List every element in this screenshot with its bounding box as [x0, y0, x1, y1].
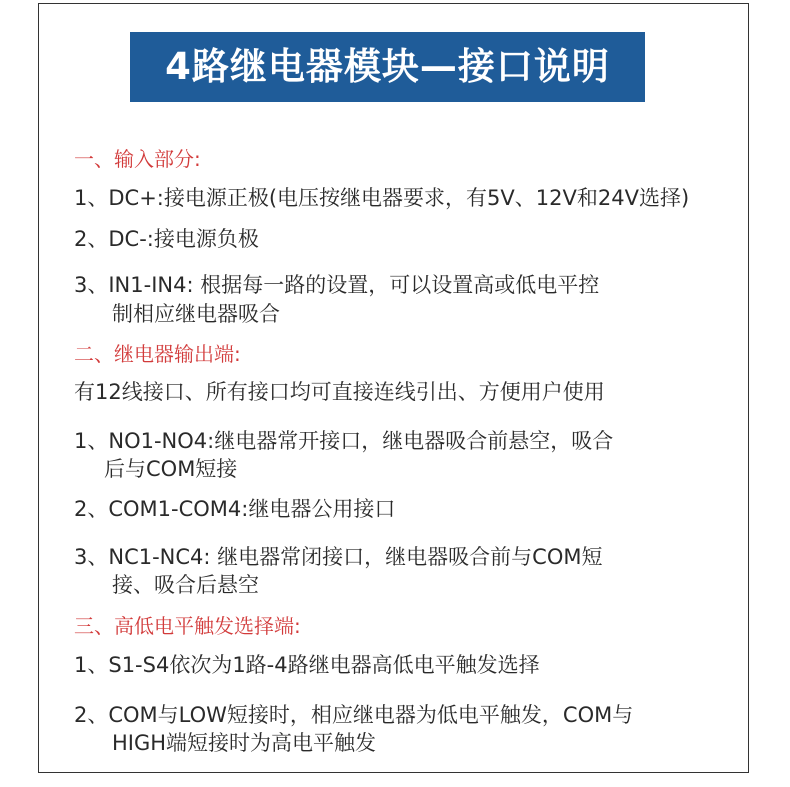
section-2-line-1: 有12线接口、所有接口均可直接连线引出、方便用户使用: [74, 380, 605, 404]
section-2-line-2-cont: 后与COM短接: [104, 457, 238, 481]
section-3-line-1: 1、S1-S4依次为1路-4路继电器高低电平触发选择: [74, 653, 540, 677]
title-banner: 4路继电器模块—接口说明: [130, 32, 645, 102]
section-1-line-3: 3、IN1-IN4: 根据每一路的设置，可以设置高或低电平控: [74, 273, 600, 297]
section-2-heading: 二、继电器输出端:: [74, 342, 241, 366]
section-2-line-3: 2、COM1-COM4:继电器公用接口: [74, 497, 396, 521]
section-2-line-4-cont: 接、吸合后悬空: [112, 573, 259, 597]
section-3-heading: 三、高低电平触发选择端:: [74, 614, 301, 638]
section-1-heading: 一、输入部分:: [74, 147, 201, 171]
section-2-line-4: 3、NC1-NC4: 继电器常闭接口，继电器吸合前与COM短: [74, 545, 603, 569]
section-2-line-2: 1、NO1-NO4:继电器常开接口，继电器吸合前悬空，吸合: [74, 429, 614, 453]
section-1-line-2: 2、DC-:接电源负极: [74, 227, 259, 251]
section-1-line-3-cont: 制相应继电器吸合: [112, 302, 280, 326]
section-3-line-2: 2、COM与LOW短接时，相应继电器为低电平触发，COM与: [74, 703, 634, 727]
section-3-line-2-cont: HIGH端短接时为高电平触发: [112, 731, 377, 755]
section-1-line-1: 1、DC+:接电源正极(电压按继电器要求，有5V、12V和24V选择): [74, 186, 690, 210]
